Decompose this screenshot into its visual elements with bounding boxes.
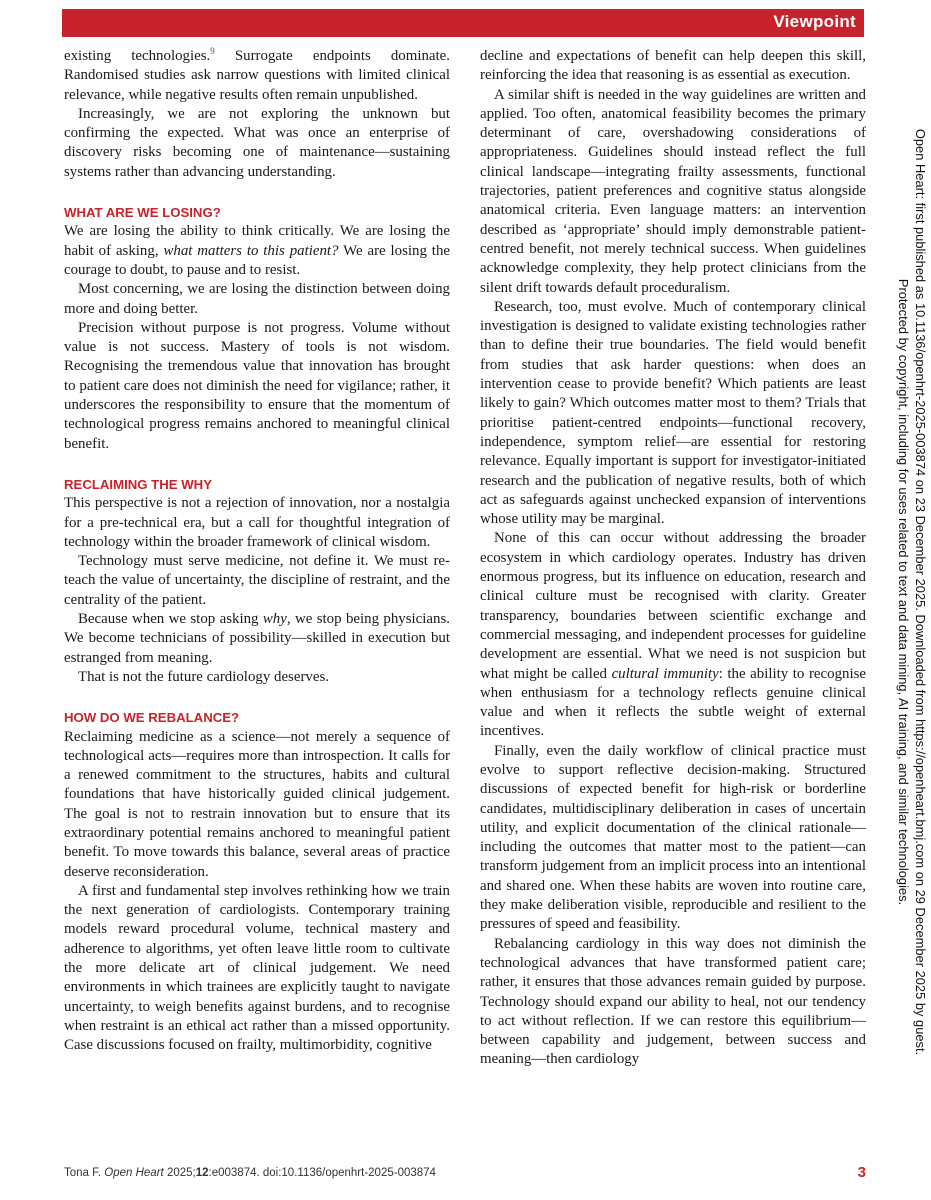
section-header-bar <box>62 9 864 37</box>
copyright-sidebar <box>889 92 929 1092</box>
paragraph: A first and fundamental step involves rethinking how we train the next generation of cardiologists. Contemporary training models reward procedural volume, technical mastery and adherence to algorithms, yet often leave little room to cultivate the more delicate art of clinical judgement. We need environments in which trainees are explicitly taught to navigate uncertainty, to weigh benefits against burdens, and to recognise when restraint is an ethical act rather than a missed opportunity. Case discussions focused on frailty, multimorbidity, cognitive <box>64 882 450 1054</box>
paragraph <box>64 610 450 668</box>
text-run: None of this can occur without addressing the broader ecosystem in which cardiology operates. Industry has driven enormous progress, but its influence on education, research and clinical culture must be recognised with clarity. Greater transparency, boundaries between scientific exchange and commercial messaging, and independent processes for guideline development are essential. What we need is not suspicion but what might be called <box>480 530 866 682</box>
citation-author: Tona F. <box>64 1167 102 1179</box>
citation-journal: Open Heart <box>104 1167 164 1179</box>
paragraph <box>480 529 866 741</box>
text-run: existing technologies. <box>64 48 211 64</box>
citation-doi: :e003874. doi:10.1136/openhrt-2025-003874 <box>208 1167 436 1179</box>
citation <box>64 1167 436 1179</box>
text-run: : the ability to recognise when enthusiasm for a technology reflects genuine clinical value and when it reflects the subtle weight of external incentives. <box>480 665 867 740</box>
paragraph: Reclaiming medicine as a science—not merely a sequence of technological acts—requires more than introspection. It calls for a renewed commitment to the structures, habits and cultural foundations that have historically guided clinical judgement. The goal is not to restrain innovation but to ensure that its extraordinary potential remains anchored to meaningful patient benefit. To move towards this balance, several areas of practice deserve reconsideration. <box>64 728 450 880</box>
text-run: We are losing the courage to doubt, to pause and to resist. <box>64 242 451 278</box>
reference-link[interactable]: 9 <box>210 46 215 56</box>
page-number: 3 <box>857 1164 866 1181</box>
sidebar-line-doi: Open Heart: first published as 10.1136/openhrt-2025-003874 on 23 December 2025. Downloaded from https://openheart.bmj.com on 29 December 2025 by guest. <box>913 128 928 1056</box>
section-heading-why: RECLAIMING THE WHY <box>64 476 212 492</box>
text-run: Surrogate endpoints dominate. Randomised studies ask narrow questions with limited clinical relevance, while negative results often remain unpublished. <box>64 48 450 103</box>
paragraph: That is not the future cardiology deserves. <box>78 668 329 685</box>
paragraph: A similar shift is needed in the way guidelines are written and applied. Too often, anatomical feasibility becomes the primary determinant of care, overshadowing considerations of appropriateness. Guidelines should instead reflect the full clinical landscape—integrating frailty assessments, functional trajectories, patient preferences and cognitive status alongside anatomical criteria. Even language matters: an intervention described as ‘appropriate’ should imply demonstrable patient-centred benefit, not merely technical success. When guidelines acknowledge complexity, they help protect clinicians from the silent drift towards default proceduralism. <box>480 86 866 296</box>
text-run: We are losing the ability to think critically. We are losing the habit of asking, <box>64 223 450 259</box>
text-run: Because when we stop asking <box>78 611 263 628</box>
emphasis: cultural immunity <box>611 665 719 682</box>
paragraph <box>64 47 450 105</box>
citation-year: 2025; <box>166 1167 196 1179</box>
paragraph: decline and expectations of benefit can help deepen this skill, reinforcing the idea that reasoning is as essential as execution. <box>480 48 866 84</box>
page-footer <box>64 1164 866 1184</box>
paragraph: Finally, even the daily workflow of clinical practice must evolve to support reflective decision-making. Structured discussions of expected benefit for high-risk or borderline candidates, multidisciplinary deliberation in cases of uncertain utility, and explicit documentation of the clinical rationale—including the outcomes that matter most to the patient—can transform judgement from an implicit process into an intentional and shared one. When these habits are woven into routine care, they make deliberation visible, reproducible and resilient to the pressures of speed and feasibility. <box>480 742 866 933</box>
paragraph: Most concerning, we are losing the distinction between doing more and doing better. <box>64 281 450 317</box>
paragraph: Technology must serve medicine, not define it. We must re-teach the value of uncertainty, the discipline of restraint, and the centrality of the patient. <box>64 553 450 608</box>
sidebar-text <box>895 92 929 1092</box>
citation-volume: 12 <box>195 1167 209 1179</box>
emphasis: what matters to this patient? <box>163 242 339 259</box>
text-run: , we stop being physicians. We become technicians of possibility—skilled in execution but estranged from meaning. <box>64 611 451 666</box>
section-heading-rebalance: HOW DO WE REBALANCE? <box>64 710 240 726</box>
section-label: Viewpoint <box>773 12 856 31</box>
paragraph: Rebalancing cardiology in this way does not diminish the technological advances that have transformed patient care; rather, it ensures that those advances remain guided by purpose. Technology should expand our ability to heal, not our tendency to act without reflection. If we can restore this equilibrium—between capability and judgement, between success and meaning—then cardiology <box>480 935 866 1068</box>
paragraph: This perspective is not a rejection of innovation, nor a nostalgia for a pre-technical era, but a call for thoughtful integration of technology within the broader framework of clinical wisdom. <box>64 495 450 550</box>
paragraph <box>64 222 450 280</box>
paragraph: Precision without purpose is not progress. Volume without value is not success. Mastery of tools is not wisdom. Recognising the tremendous value that innovation has brought to patient care does not diminish the need for vigilance; rather, it underscores the responsibility to ensure that the momentum of technological progress remains anchored to meaningful clinical benefit. <box>64 319 450 452</box>
emphasis: why <box>262 611 287 628</box>
right-column <box>480 47 866 1070</box>
left-column <box>64 47 450 1056</box>
paragraph: Research, too, must evolve. Much of contemporary clinical investigation is designed to validate existing technologies rather than to define their true boundaries. The field would benefit from studies that ask harder questions: when does an intervention cease to provide benefit? Which patients are least likely to gain? Which outcomes matter most to them? Trials that prioritise patient-centred endpoints—functional recovery, independence, symptom relief—are essential for restoring relevance. Equally important is support for investigator-initiated research and the publication of negative results, both of which act as safeguards against unchecked expansion of interventions whose utility may be marginal. <box>480 298 866 528</box>
section-heading-losing: WHAT ARE WE LOSING? <box>64 205 221 221</box>
paragraph: Increasingly, we are not exploring the unknown but confirming the expected. What was once an enterprise of discovery risks becoming one of maintenance—sustaining systems rather than advancing understanding. <box>64 105 450 180</box>
sidebar-line-copyright: Protected by copyright, including for uses related to text and data mining, AI training, and similar technologies. <box>896 278 911 906</box>
